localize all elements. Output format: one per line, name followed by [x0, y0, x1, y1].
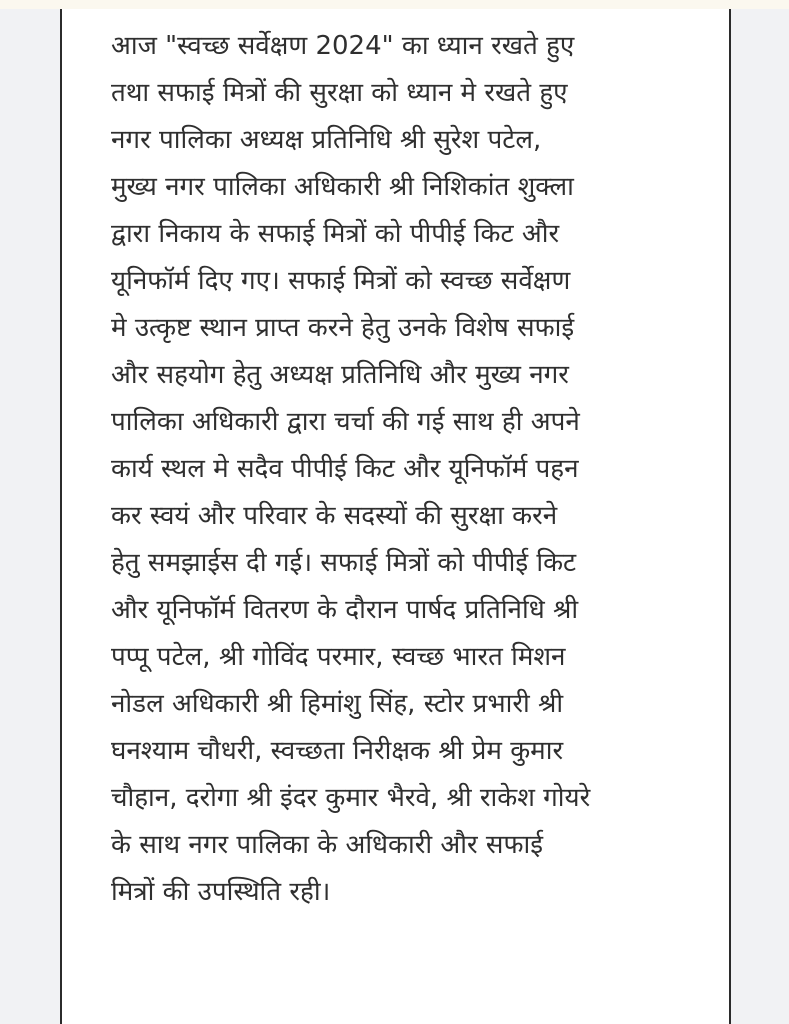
article-line-6: यूनिफॉर्म दिए गए। सफाई मित्रों को स्वच्छ सर्वेक्षण	[111, 266, 571, 296]
article-line-14: पप्पू पटेल, श्री गोविंद परमार, स्वच्छ भारत मिशन	[111, 642, 566, 672]
article-body	[111, 23, 723, 916]
article-line-18: के साथ नगर पालिका के अधिकारी और सफाई	[111, 830, 543, 860]
left-margin	[0, 9, 60, 1024]
article-line-4: मुख्य नगर पालिका अधिकारी श्री निशिकांत शुक्ला	[111, 172, 574, 202]
article-line-13: और यूनिफॉर्म वितरण के दौरान पार्षद प्रतिनिधि श्री	[111, 595, 579, 625]
article-card	[60, 9, 731, 1024]
right-margin	[731, 9, 789, 1024]
article-line-9: पालिका अधिकारी द्वारा चर्चा की गई साथ ही अपने	[111, 407, 580, 437]
article-line-12: हेतु समझाईस दी गई। सफाई मित्रों को पीपीई किट	[111, 548, 577, 578]
article-line-3: नगर पालिका अध्यक्ष प्रतिनिधि श्री सुरेश पटेल,	[111, 125, 542, 155]
article-line-17: चौहान, दरोगा श्री इंदर कुमार भैरवे, श्री राकेश गोयरे	[111, 783, 591, 813]
article-line-15: नोडल अधिकारी श्री हिमांशु सिंह, स्टोर प्रभारी श्री	[111, 689, 564, 719]
article-line-10: कार्य स्थल मे सदैव पीपीई किट और यूनिफॉर्म पहन	[111, 454, 579, 484]
article-line-2: तथा सफाई मित्रों की सुरक्षा को ध्यान मे रखते हुए	[111, 78, 568, 108]
article-line-8: और सहयोग हेतु अध्यक्ष प्रतिनिधि और मुख्य नगर	[111, 360, 569, 390]
article-line-7: मे उत्कृष्ट स्थान प्राप्त करने हेतु उनके विशेष सफाई	[111, 313, 575, 343]
article-line-16: घनश्याम चौधरी, स्वच्छता निरीक्षक श्री प्रेम कुमार	[111, 736, 564, 766]
article-line-1: आज "स्वच्छ सर्वेक्षण 2024" का ध्यान रखते हुए	[111, 31, 575, 61]
article-line-11: कर स्वयं और परिवार के सदस्यों की सुरक्षा करने	[111, 501, 558, 531]
top-band	[0, 0, 789, 9]
article-line-19: मित्रों की उपस्थिति रही।	[111, 877, 331, 907]
article-line-5: द्वारा निकाय के सफाई मित्रों को पीपीई किट और	[111, 219, 560, 249]
